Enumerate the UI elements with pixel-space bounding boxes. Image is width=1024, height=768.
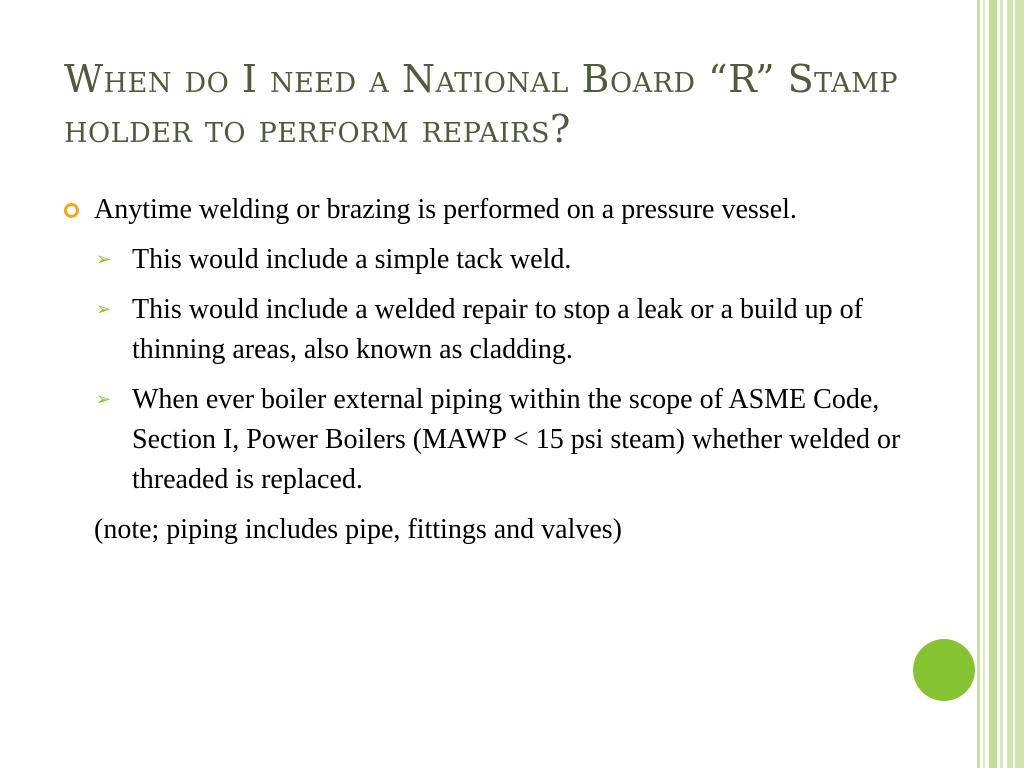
bullet-text: Anytime welding or brazing is performed on a pressure vessel. [94,194,797,225]
chevron-right-icon: ➢ [96,389,112,410]
decorative-stripe [989,0,997,768]
bullet-item [64,190,924,230]
decorative-stripe [1007,0,1024,768]
chevron-right-icon: ➢ [96,249,112,270]
accent-circle [913,639,975,701]
sub-bullet-text: This would include a welded repair to stop a leak or a build up of thinning areas, also known as cladding. [132,294,863,365]
decorative-stripe [1013,0,1015,768]
slide-title: When do I need a National Board “R” Stamp holder to perform repairs? [64,57,898,151]
chevron-right-icon: ➢ [96,299,112,320]
decorative-stripe [983,0,985,768]
sub-bullet-item [64,380,924,500]
decorative-stripe [1000,0,1003,768]
slide-body [64,190,924,550]
sub-bullet-item [64,290,924,370]
sub-bullet-text: This would include a simple tack weld. [132,244,572,275]
ring-bullet-icon [64,203,79,218]
sub-bullet-item [64,240,924,280]
sub-bullet-text: When ever boiler external piping within the scope of ASME Code, Section I, Power Boilers (MAWP < 15 psi steam) whether welded or threaded is replaced. [132,384,901,495]
note-text: (note; piping includes pipe, fittings and valves) [94,514,623,545]
decorative-stripe [977,0,980,768]
